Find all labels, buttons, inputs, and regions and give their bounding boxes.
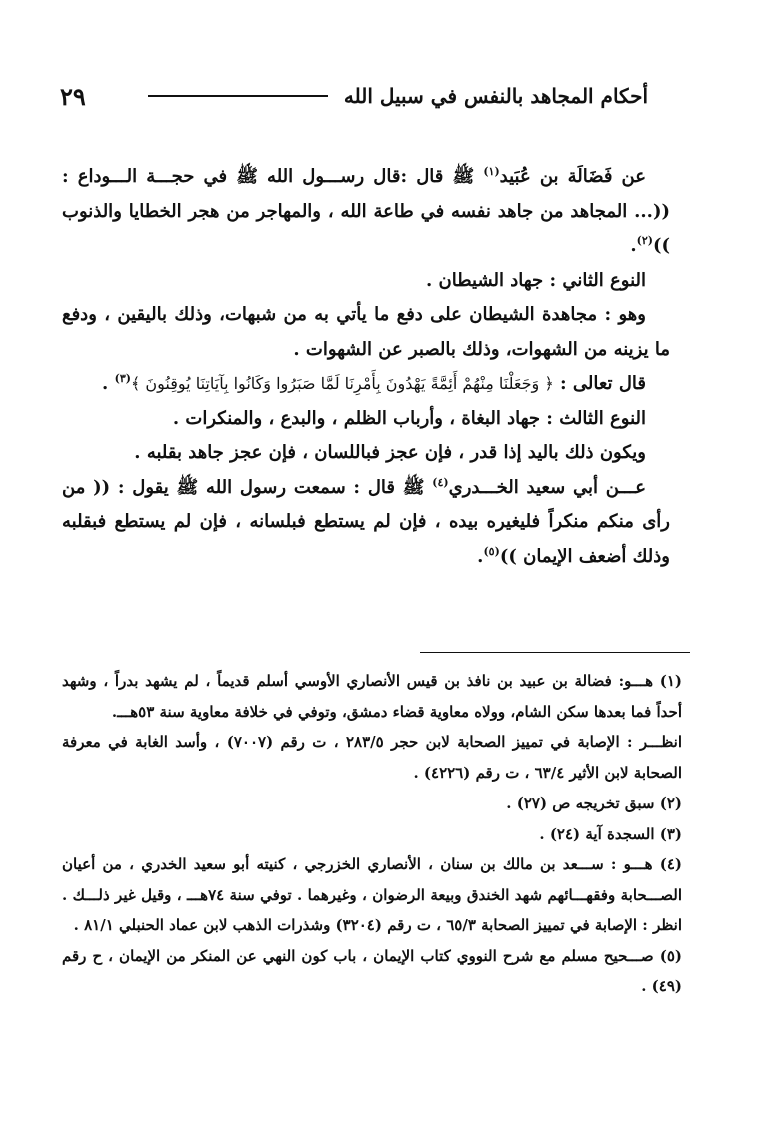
text-span: عـــن أبي سعيد الخـــدري bbox=[448, 476, 646, 498]
footnote-3: (٣) السجدة آية (٢٤) . bbox=[539, 824, 682, 843]
paragraph-hand-tongue-heart: ويكون ذلك باليد إذا قدر ، فإن عجز فباللسان ، فإن عجز جاهد بقلبه . bbox=[134, 442, 646, 463]
footnote-4: (٤) هـــو : ســـعد بن مالك بن سنان ، الأنصاري الخزرجي ، كنيته أبو سعيد الخدري ، من أعيان الصـــحابة وفقهـــائهم شهد الخندق وبيعة الرضوان ، وغيرهما . توفي سنة ٧٤هـــ ، وقيل غير ذلـــك . انظر : الإصابة في تمييز الصحابة ٦٥/٣ ، ت رقم (٣٢٠٤) وشذرات الذهب لابن عماد الحنبلي ٨١/١ . bbox=[62, 855, 682, 934]
text-span: ﷺ قال : سمعت رسول الله ﷺ يقول : (( من رأى منكم منكراً فليغيره بيده ، فإن لم يستطع فبلسانه ، فإن لم يستطع فبقلبه وذلك أضعف الإيمان )) bbox=[62, 476, 670, 567]
text-span: . bbox=[102, 373, 115, 394]
paragraph-type-two: النوع الثاني : جهاد الشيطان . bbox=[426, 269, 646, 291]
footnote-1-sources: انظـــر : الإصابة في تمييز الصحابة لابن حجر ٢٨٣/٥ ، ت رقم (٧٠٠٧) ، وأسد الغابة في معرفة الصحابة لابن الأثير ٦٣/٤ ، ت رقم (٤٢٢٦) . bbox=[62, 733, 682, 782]
header-rule bbox=[148, 95, 328, 97]
text-span: عن فَضَالَة بن عُبَيد bbox=[499, 166, 646, 187]
footnote-ref-4: (٤) bbox=[432, 475, 449, 489]
footnote-1: (١) هـــو: فضالة بن عبيد بن نافذ بن قيس الأنصاري الأوسي أسلم قديماً ، لم يشهد بدراً ، وشهد أحداً فما بعدها سكن الشام، وولاه معاوية قضاء دمشق، وتوفي في خلافة معاوية سنة ٥٣هـــ. bbox=[62, 672, 682, 721]
footnote-2: (٢) سبق تخريجه ص (٢٧) . bbox=[506, 794, 682, 812]
main-text bbox=[62, 160, 670, 574]
page-number: ٢٩ bbox=[60, 81, 86, 111]
text-span: . bbox=[477, 545, 484, 567]
footnote-ref-5: (٥) bbox=[483, 544, 500, 558]
paragraph-type-three: النوع الثالث : جهاد البغاة ، وأرباب الظلم ، والبدع ، والمنكرات . bbox=[172, 407, 646, 429]
running-title: أحكام المجاهد بالنفس في سبيل الله bbox=[343, 84, 648, 108]
footnote-ref-2: (٢) bbox=[636, 234, 653, 247]
footnote-ref-1: (١) bbox=[483, 165, 500, 178]
footnotes bbox=[62, 666, 682, 1002]
footnote-separator bbox=[420, 652, 690, 653]
quran-verse: ﴿ وَجَعَلْنَا مِنْهُمْ أَئِمَّةً يَهْدُونَ بِأَمْرِنَا لَمَّا صَبَرُوا وَكَانُوا بِآيَاتِنَا يُوقِنُونَ ﴾ bbox=[130, 374, 554, 393]
paragraph-hadith-abu-said bbox=[62, 471, 670, 575]
text-span: ﷺ قال :قال رســـول الله ﷺ في حجـــة الـــوداع : ((... المجاهد من جاهد نفسه في طاعة الله ، والمهاجر من هجر الخطايا والذنوب )) bbox=[62, 166, 670, 256]
footnote-5: (٥) صـــحيح مسلم مع شرح النووي كتاب الإيمان ، باب كون النهي عن المنكر من الإيمان ، ح رقم (٤٩) . bbox=[62, 946, 682, 995]
text-span: . bbox=[630, 235, 637, 256]
paragraph-quran-verse bbox=[62, 367, 670, 402]
paragraph-satan-jihad: وهو : مجاهدة الشيطان على دفع ما يأتي به من شبهات، وذلك باليقين ، ودفع ما يزينه من الشهوات، وذلك بالصبر عن الشهوات . bbox=[62, 304, 670, 360]
paragraph-hadith-fadala bbox=[62, 160, 670, 264]
text-span: قال تعالى : bbox=[553, 373, 646, 394]
footnote-ref-3: (٣) bbox=[114, 372, 131, 385]
running-head bbox=[60, 76, 648, 116]
